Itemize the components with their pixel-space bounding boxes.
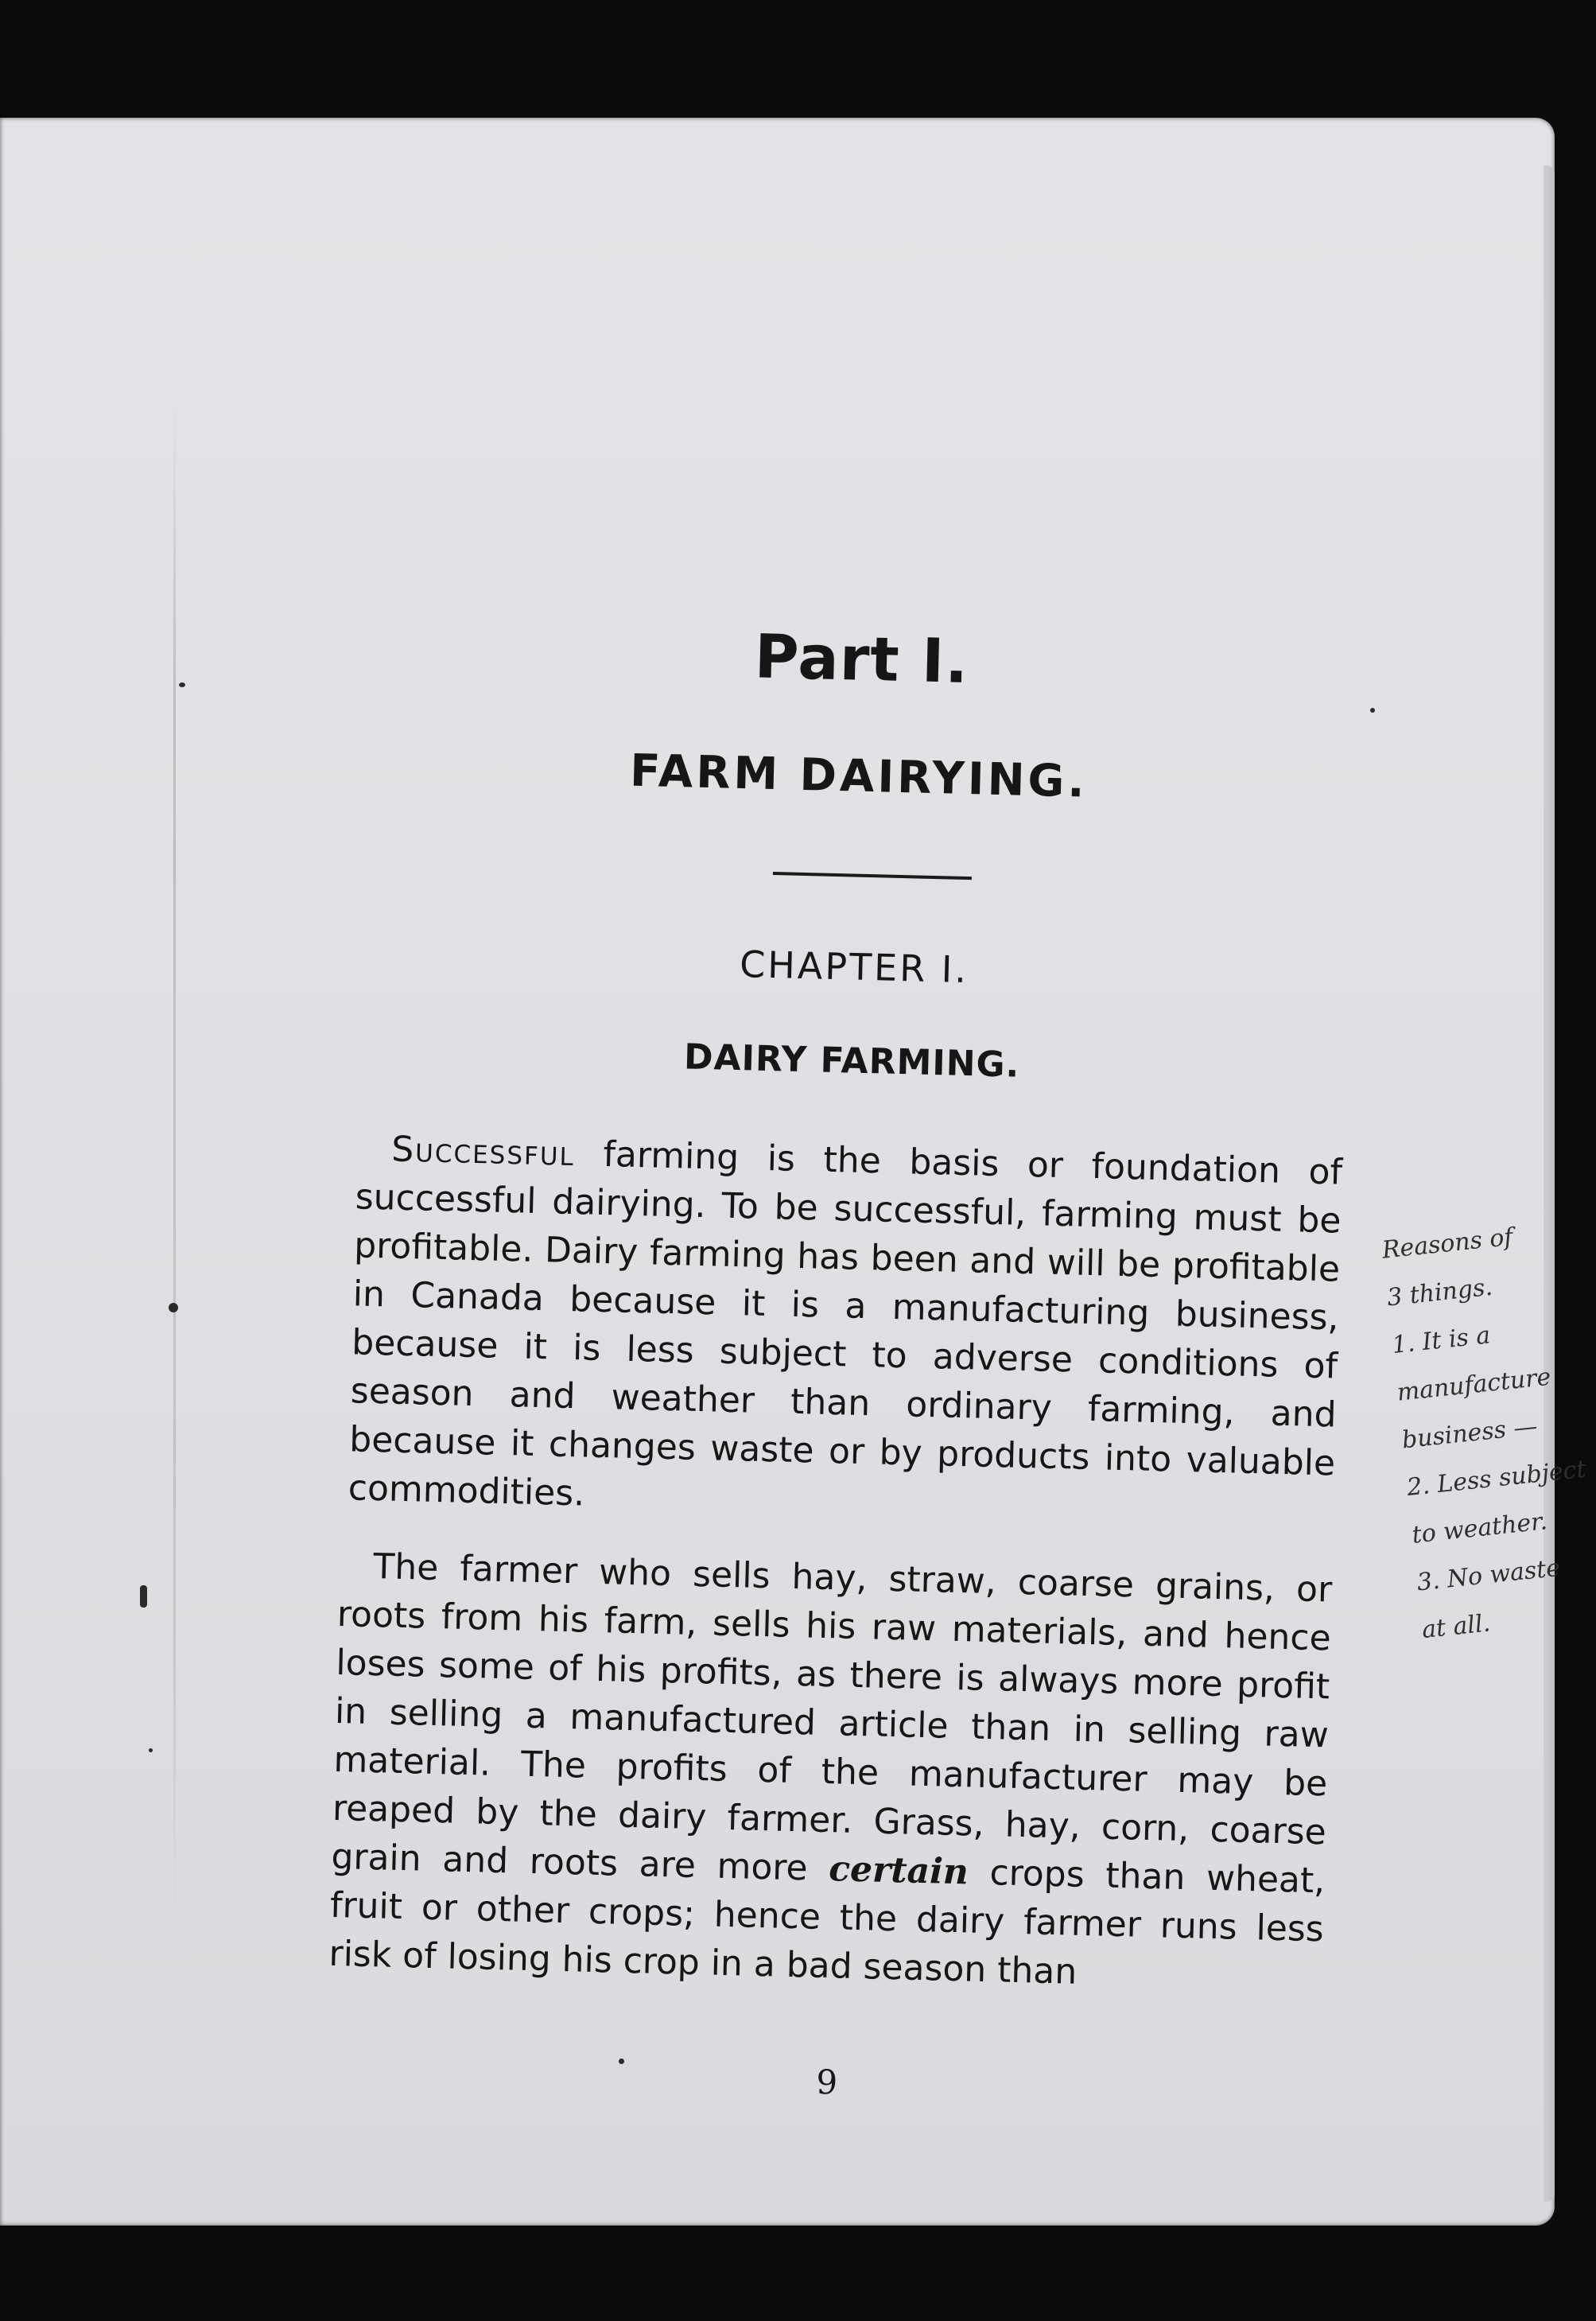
margin-note-line: 3 things.	[1385, 1273, 1494, 1312]
paragraph-1-text: farming is the basis or foundation of successful dairying. To be successful, farming must be profitable. Dairy farming has been and will be profitable in Canada because it is a manufacturing business, because it is less subject to adverse conditions of season and weather than ordinary farming, and because it changes waste or by products into valuable commodities.	[348, 1133, 1343, 1514]
margin-note-line: Reasons of	[1380, 1223, 1515, 1265]
speck	[140, 1585, 147, 1608]
margin-note-line: manufacture	[1396, 1363, 1552, 1407]
page-number: 9	[815, 2062, 838, 2102]
margin-note-line: business —	[1400, 1412, 1539, 1455]
speck	[1370, 708, 1375, 713]
part-title: Part I.	[753, 620, 970, 697]
margin-note-line: 3. No waste	[1415, 1553, 1562, 1597]
paragraph-2-emphasis: certain	[828, 1849, 969, 1893]
margin-note-line: 1. It is a	[1390, 1321, 1492, 1360]
section-title: DAIRY FARMING.	[683, 1036, 1020, 1086]
paragraph-2-before: The farmer who sells hay, straw, coarse grains, or roots from his farm, sells his raw materials, and hence loses some of his profits, as there is always more profit in selling a manufactured article than in selling raw material. The profits of the manufacturer may be reaped by the dairy farmer. Grass, hay, corn, coarse grain and roots are more	[330, 1546, 1333, 1890]
paragraph-2	[328, 1542, 1333, 2002]
main-title: FARM DAIRYING.	[629, 745, 1089, 808]
page-content	[328, 118, 1392, 2102]
book-page	[0, 118, 1588, 2226]
margin-note-line: at all.	[1420, 1609, 1492, 1645]
binding-shadow	[173, 404, 176, 1915]
speck	[179, 682, 185, 687]
title-rule	[773, 872, 972, 880]
paragraph-1-lead: Successful	[390, 1129, 576, 1175]
handwritten-margin-note	[1380, 1209, 1596, 1654]
margin-note-line: to weather.	[1410, 1507, 1549, 1549]
margin-note-line: 2. Less subject	[1405, 1455, 1588, 1503]
chapter-title: CHAPTER I.	[739, 943, 969, 992]
paragraph-2-after: crops than wheat, fruit or other crops; hence the dairy farmer runs less risk of losing his crop in a bad season than	[328, 1852, 1326, 1992]
paragraph-1	[348, 1124, 1343, 1536]
speck	[149, 1748, 153, 1752]
speck	[169, 1303, 178, 1312]
page-edge	[1544, 165, 1555, 2202]
